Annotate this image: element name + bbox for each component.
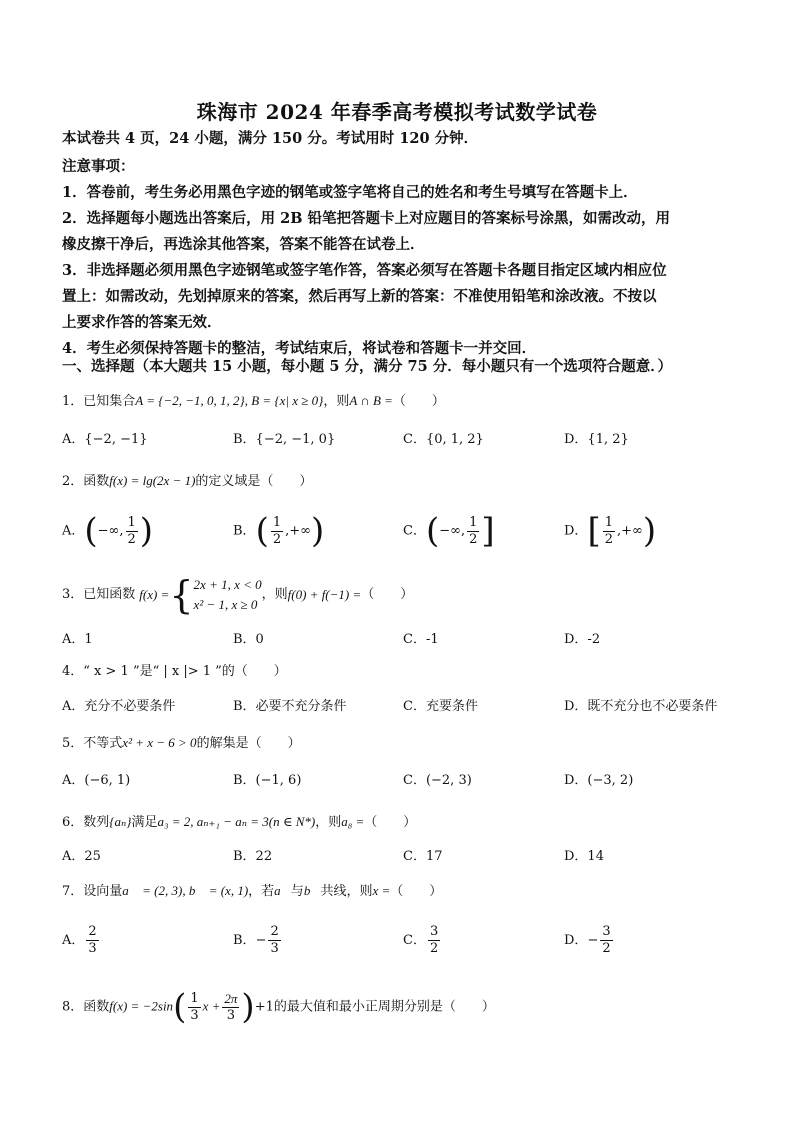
q7-d-den: 2 xyxy=(602,941,611,956)
q2-d-label: D． xyxy=(564,523,588,539)
note-1: 1．答卷前，考生务必用黑色字迹的钢笔或签字笔将自己的姓名和考生号填写在答题卡上． xyxy=(62,184,638,201)
q6-post: （ ） xyxy=(364,815,417,830)
q3-math2: f(0) + f(−1) = xyxy=(287,587,362,602)
q3-number: 3． xyxy=(62,587,84,602)
q3-option-c: C．-1 xyxy=(403,632,439,647)
q3-post: （ ） xyxy=(361,587,414,602)
q2-option-c xyxy=(403,511,495,551)
q2-a-left: ( xyxy=(84,511,98,551)
q7-b-sign: − xyxy=(255,933,267,948)
q2-number: 2． xyxy=(62,474,84,489)
q7-option-a xyxy=(62,924,101,957)
q3-case-2: x² − 1, x ≥ 0 xyxy=(193,597,258,612)
q8-post: 的最大值和最小正周期分别是（ ） xyxy=(273,999,495,1015)
brace-glyph: { xyxy=(169,573,194,617)
q2-d-right: ) xyxy=(642,511,657,551)
q6-mid2: ，则 xyxy=(315,815,342,830)
q8-x: x + xyxy=(202,998,221,1014)
q2-a-num: 1 xyxy=(127,514,136,530)
q2-option-b xyxy=(233,511,325,551)
note-2-line-1: 2．选择题每小题选出答案后，用 2B 铅笔把答题卡上对应题目的答案标号涂黑，如需改动，用 xyxy=(62,210,671,227)
q2-math: f(x) = lg(2x − 1) xyxy=(109,473,196,488)
q5-option-c: C．(−2, 3) xyxy=(403,773,472,788)
q7-a-num: 2 xyxy=(88,924,97,939)
q3-case-1: 2x + 1, x < 0 xyxy=(193,577,262,592)
question-7 xyxy=(62,881,442,902)
q7-d-frac xyxy=(600,924,612,957)
q8-pre: 函数 xyxy=(83,999,110,1015)
q7-math3: b⃗ xyxy=(303,883,321,898)
q7-math4: x = xyxy=(372,883,391,898)
q6-math: {aₙ} xyxy=(109,814,132,829)
q3-option-d: D．-2 xyxy=(564,632,601,647)
q2-a-pre: −∞, xyxy=(97,523,124,539)
q7-c-frac xyxy=(428,924,440,957)
q2-b-right: ) xyxy=(310,511,325,551)
q6-mid: 满足 xyxy=(131,815,158,830)
q8-frac-1-den: 3 xyxy=(190,1007,199,1023)
q6-option-c: C．17 xyxy=(403,849,443,864)
q7-c-den: 2 xyxy=(429,941,439,956)
q2-a-right: ) xyxy=(139,511,154,551)
q7-a-frac xyxy=(86,924,98,957)
note-2-line-2: 橡皮擦干净后，再选涂其他答案，答案不能答在试卷上． xyxy=(62,236,425,253)
q4-option-a: A．充分不必要条件 xyxy=(62,699,176,714)
note-3-line-2: 置上：如需改动，先划掉原来的答案，然后再写上新的答案：不准使用铅笔和涂改液。不按以 xyxy=(62,288,657,305)
q6-option-d: D．14 xyxy=(564,849,604,864)
section-1-heading: 一、选择题（本大题共 15 小题，每小题 5 分，满分 75 分．每小题只有一个选项符合题意．） xyxy=(62,358,672,375)
q2-d-num: 1 xyxy=(604,514,613,530)
q8-lparen: ( xyxy=(173,987,187,1027)
q8-number: 8． xyxy=(62,999,84,1015)
q7-pre: 设向量 xyxy=(83,884,123,899)
q3-pre: 已知函数 xyxy=(83,587,136,602)
q1-option-d: D．{1, 2} xyxy=(564,432,629,447)
q2-d-left: [ xyxy=(587,511,601,551)
q2-c-left: ( xyxy=(425,511,440,551)
q4-option-c: C．充要条件 xyxy=(403,699,478,714)
question-6 xyxy=(62,812,416,833)
q7-post: （ ） xyxy=(390,884,443,899)
q7-c-label: C． xyxy=(403,933,426,948)
q7-a-label: A． xyxy=(62,933,85,948)
q5-post: 的解集是（ ） xyxy=(196,736,301,751)
q5-math: x² + x − 6 > 0 xyxy=(122,735,197,750)
q5-option-a: A．(−6, 1) xyxy=(62,773,131,788)
q6-number: 6． xyxy=(62,815,84,830)
q1-option-c: C．{0, 1, 2} xyxy=(403,432,484,447)
notes-heading: 注意事项： xyxy=(62,158,135,175)
q7-a-den: 3 xyxy=(88,941,97,956)
q7-number: 7． xyxy=(62,884,84,899)
q2-b-post: ,+∞ xyxy=(285,523,311,539)
q2-option-d xyxy=(564,511,657,551)
q2-c-label: C． xyxy=(403,523,426,539)
q1-math2: A ∩ B = xyxy=(349,393,393,408)
q6-math2: a₃ = 2, aₙ₊₁ − aₙ = 3(n ∈ N*) xyxy=(157,814,316,829)
q4-option-d: D．既不充分也不必要条件 xyxy=(564,699,718,714)
question-4: 4．“ x > 1 ”是“ | x |> 1 ”的（ ） xyxy=(62,664,287,679)
q6-math3: a₈ = xyxy=(341,814,365,829)
q2-option-a xyxy=(62,511,154,551)
q2-c-right: ] xyxy=(481,511,495,551)
q2-post: 的定义域是（ ） xyxy=(195,474,313,489)
q8-math: f(x) = −2sin xyxy=(109,998,174,1014)
question-1 xyxy=(62,391,445,412)
q8-frac-2-num: 2π xyxy=(224,990,238,1006)
intro-line: 本试卷共 4 页，24 小题，满分 150 分。考试用时 120 分钟． xyxy=(62,130,479,147)
q3-option-a: A．1 xyxy=(62,632,93,647)
q2-b-label: B． xyxy=(233,523,256,539)
q2-c-den: 2 xyxy=(469,531,478,547)
q7-b-num: 2 xyxy=(270,924,279,939)
q1-option-a: A．{−2, −1} xyxy=(62,432,148,447)
note-3-line-1: 3．非选择题必须用黑色字迹钢笔或签字笔作答，答案必须写在答题卡各题目指定区域内相应位 xyxy=(62,262,667,279)
q7-mid3: 共线，则 xyxy=(320,884,373,899)
q7-option-c xyxy=(403,924,442,957)
q5-number: 5． xyxy=(62,736,84,751)
q2-c-frac xyxy=(467,515,479,548)
q2-c-pre: −∞, xyxy=(439,523,466,539)
q5-option-b: B．(−1, 6) xyxy=(233,773,302,788)
q7-b-frac xyxy=(268,924,280,957)
q7-c-num: 3 xyxy=(429,924,439,939)
question-3 xyxy=(62,575,413,615)
q7-option-b xyxy=(233,924,283,957)
q6-pre: 数列 xyxy=(83,815,110,830)
page-title: 珠海市 2024 年春季高考模拟考试数学试卷 xyxy=(196,100,598,124)
q1-post: （ ） xyxy=(392,394,445,409)
q7-b-den: 3 xyxy=(270,941,279,956)
q2-b-frac xyxy=(271,515,283,548)
q1-math: A = {−2, −1, 0, 1, 2}, B = {x| x ≥ 0} xyxy=(135,393,324,408)
q8-tail: +1 xyxy=(254,999,274,1015)
q2-b-num: 1 xyxy=(272,514,282,530)
q1-option-b: B．{−2, −1, 0} xyxy=(233,432,336,447)
q7-d-num: 3 xyxy=(602,924,611,939)
question-2 xyxy=(62,471,312,492)
q2-d-den: 2 xyxy=(604,531,613,547)
q8-frac-2-den: 3 xyxy=(226,1007,236,1023)
q1-number: 1． xyxy=(62,394,84,409)
q2-d-post: ,+∞ xyxy=(616,523,643,539)
note-4: 4．考生必须保持答题卡的整洁，考试结束后，将试卷和答题卡一并交回． xyxy=(62,340,537,357)
q2-b-den: 2 xyxy=(272,531,282,547)
q2-a-den: 2 xyxy=(127,531,136,547)
q8-frac-2 xyxy=(222,991,239,1024)
note-3-line-3: 上要求作答的答案无效． xyxy=(62,314,222,331)
q8-frac-1-num: 1 xyxy=(190,990,199,1006)
q3-fx: f(x) = xyxy=(139,587,170,602)
q3-option-b: B．0 xyxy=(233,632,264,647)
q7-math: a⃗ = (2, 3), b⃗ = (x, 1) xyxy=(122,883,249,898)
q6-option-a: A．25 xyxy=(62,849,101,864)
q2-pre: 函数 xyxy=(83,474,110,489)
q7-option-d xyxy=(564,924,615,957)
q3-mid: ，则 xyxy=(261,587,288,602)
q6-option-b: B．22 xyxy=(233,849,273,864)
question-5 xyxy=(62,733,301,754)
q2-c-num: 1 xyxy=(469,514,478,530)
q3-cases xyxy=(194,575,262,615)
q7-mid2: 与 xyxy=(290,884,304,899)
question-8 xyxy=(62,987,495,1027)
q8-rparen: ) xyxy=(241,987,255,1027)
q2-d-frac xyxy=(603,515,615,548)
q7-d-label: D． xyxy=(564,933,588,948)
q1-mid: ，则 xyxy=(323,394,350,409)
q5-pre: 不等式 xyxy=(83,736,123,751)
q7-d-sign: − xyxy=(587,933,599,948)
q7-b-label: B． xyxy=(233,933,256,948)
q4-option-b: B．必要不充分条件 xyxy=(233,699,347,714)
q2-a-label: A． xyxy=(62,523,85,539)
q7-mid: ，若 xyxy=(248,884,275,899)
q1-pre: 已知集合 xyxy=(83,394,136,409)
q2-a-frac xyxy=(126,515,138,548)
q3-brace xyxy=(169,575,261,615)
q2-b-left: ( xyxy=(255,511,269,551)
q5-option-d: D．(−3, 2) xyxy=(564,773,634,788)
q8-frac-1 xyxy=(188,991,200,1024)
q7-math2: a⃗ xyxy=(274,883,291,898)
